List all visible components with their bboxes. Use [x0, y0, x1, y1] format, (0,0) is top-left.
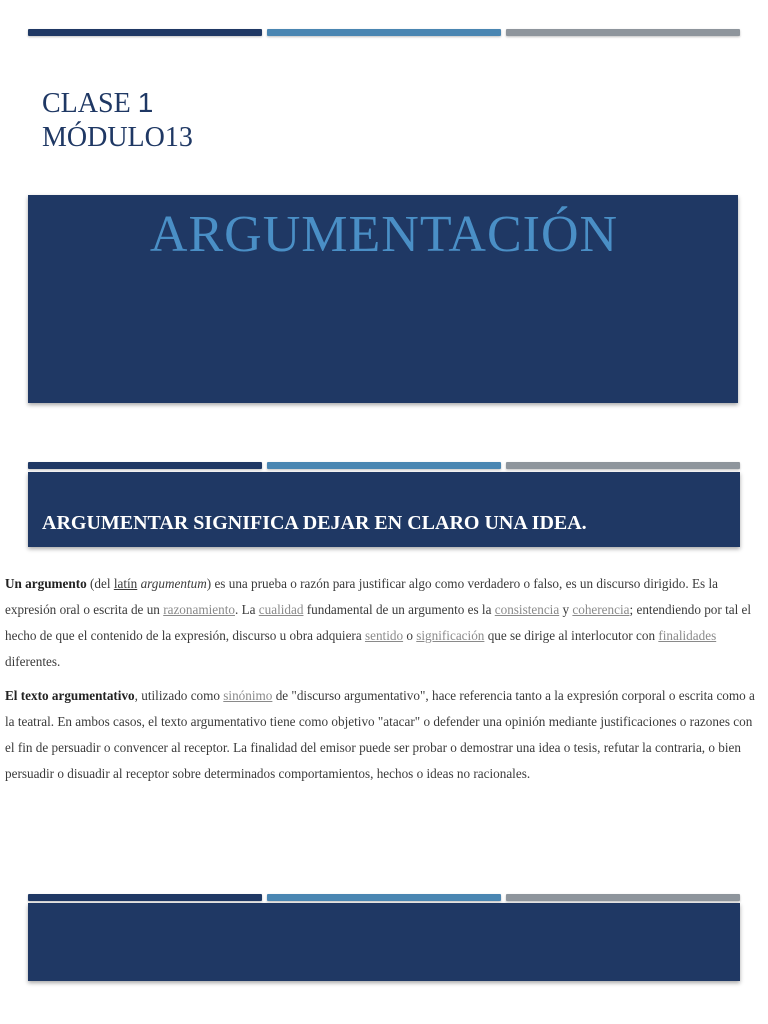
link-cualidad[interactable]: cualidad: [258, 602, 304, 617]
term-argumento: Un argumento: [5, 576, 87, 591]
clase-word: CLASE: [42, 88, 131, 119]
link-consistencia[interactable]: consistencia: [494, 602, 560, 617]
paragraph-argumento: [5, 571, 761, 675]
text: . La: [234, 602, 259, 617]
page-title: ARGUMENTACIÓN: [149, 206, 619, 263]
link-significacion[interactable]: significación: [416, 628, 485, 643]
top-stripe-gray: [506, 29, 740, 36]
mid-stripe-navy: [28, 462, 262, 469]
text: (del: [86, 576, 114, 591]
subtitle: ARGUMENTAR SIGNIFICA DEJAR EN CLARO UNA IDEA.: [42, 512, 587, 534]
bottom-panel: [28, 903, 740, 981]
text: o: [403, 628, 417, 643]
link-razonamiento[interactable]: razonamiento: [163, 602, 235, 617]
link-finalidades[interactable]: finalidades: [658, 628, 717, 643]
bottom-stripe-blue: [267, 894, 501, 901]
subtitle-panel: [28, 472, 740, 547]
top-stripe-blue: [267, 29, 501, 36]
mid-stripe-gray: [506, 462, 740, 469]
modulo-label: MÓDULO13: [42, 122, 193, 153]
paragraph-texto-argumentativo: [5, 683, 761, 787]
link-sentido[interactable]: sentido: [364, 628, 404, 643]
bottom-stripe-navy: [28, 894, 262, 901]
link-sinonimo[interactable]: sinónimo: [223, 688, 273, 703]
text: ; entendiendo por tal el hecho de que el contenido de la expresión, discurso u obra adquiera: [5, 602, 752, 643]
text: ) es una prueba o razón para justificar algo como verdadero o falso, es un discurso dirigido. Es la expresión oral o escrita de un: [5, 576, 718, 617]
latin-word: argumentum: [140, 576, 207, 591]
bottom-stripe-gray: [506, 894, 740, 901]
text: fundamental de un argumento es la: [303, 602, 495, 617]
text: y: [559, 602, 573, 617]
term-texto-argumentativo: El texto argumentativo: [5, 688, 135, 703]
text: que se dirige al interlocutor con: [484, 628, 659, 643]
link-coherencia[interactable]: coherencia: [572, 602, 630, 617]
text: diferentes.: [5, 654, 61, 669]
clase-number: 1: [137, 87, 154, 118]
mid-stripe-blue: [267, 462, 501, 469]
clase-heading: [42, 86, 193, 155]
text: de "discurso argumentativo", hace referencia tanto a la expresión corporal o escrita como a la teatral. En ambos casos, el texto argumentativo tiene como objetivo "atacar" o defender una opinión mediante justificaciones o razones con el fin de persuadir o convencer al receptor. La finalidad del emisor puede ser probar o demostrar una idea o tesis, refutar la contraria, o bien persuadir o disuadir al receptor sobre determinados comportamientos, hechos o ideas no racionales.: [5, 688, 755, 781]
top-stripe-navy: [28, 29, 262, 36]
text: , utilizado como: [134, 688, 224, 703]
link-latin[interactable]: latín: [113, 576, 138, 591]
